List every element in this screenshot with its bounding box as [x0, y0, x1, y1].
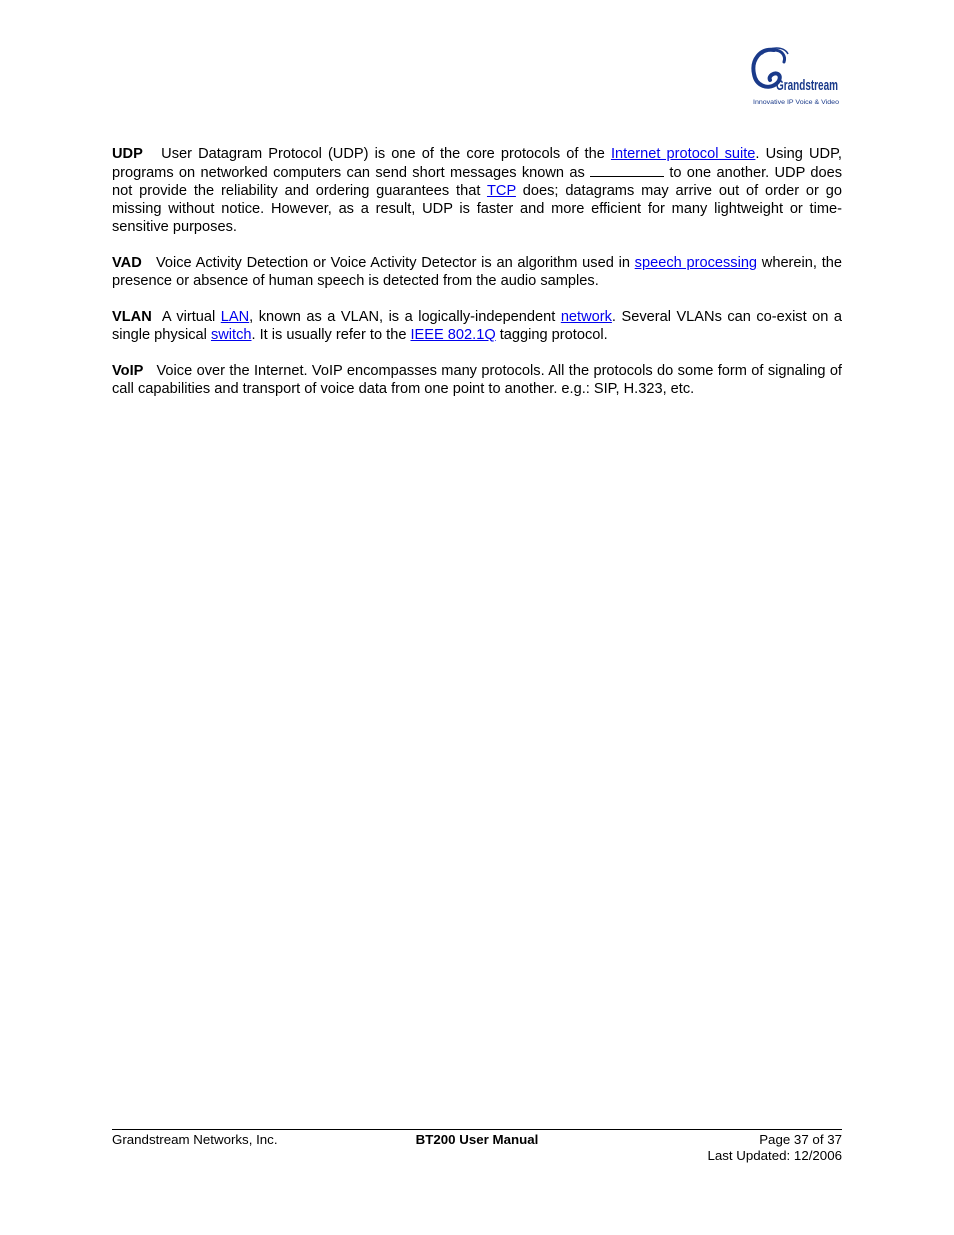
- link-network[interactable]: network: [560, 309, 612, 325]
- footer-company: Grandstream Networks, Inc.: [112, 1132, 278, 1147]
- link-ieee-802-1q[interactable]: IEEE 802.1Q: [410, 327, 496, 343]
- link-internet-protocol-suite[interactable]: Internet protocol suite: [610, 146, 756, 162]
- footer-page-number: Page 37 of 37: [759, 1132, 842, 1147]
- glossary-term: UDP: [112, 146, 143, 162]
- entry-text: . It is usually refer to the: [251, 327, 411, 343]
- blank-underline: [590, 163, 664, 177]
- entry-text: does; datagrams may arrive out of order or go missing without notice. However, as a result, UDP is faster and more efficient for many lightweight or time-sensitive purposes.: [112, 183, 842, 235]
- glossary-entry-vad: [112, 254, 842, 290]
- link-tcp[interactable]: TCP: [486, 183, 516, 199]
- entry-text: to one another. UDP does not provide the reliability and ordering guarantees that: [112, 165, 842, 199]
- logo-brand-text: Grandstream: [776, 77, 838, 94]
- link-switch[interactable]: switch: [210, 327, 252, 343]
- glossary-entry-udp: [112, 145, 842, 236]
- footer-manual-title: BT200 User Manual: [415, 1132, 539, 1147]
- entry-text: A virtual: [161, 309, 221, 325]
- entry-text: , known as a VLAN, is a logically-independent: [249, 309, 561, 325]
- entry-text: . Several VLANs can co-exist on a single physical: [112, 309, 842, 343]
- entry-text: User Datagram Protocol (UDP) is one of the core protocols of the: [161, 146, 611, 162]
- glossary-content: [112, 145, 842, 416]
- grandstream-logo: [748, 44, 844, 110]
- footer-last-updated: Last Updated: 12/2006: [707, 1148, 842, 1163]
- glossary-entry-vlan: [112, 308, 842, 344]
- link-speech-processing[interactable]: speech processing: [634, 255, 758, 271]
- entry-text: Voice over the Internet. VoIP encompasses many protocols. All the protocols do some form of signaling of call capabilities and transport of voice data from one point to another. e.g.: SIP, H.323, etc.: [112, 363, 842, 397]
- glossary-term: VLAN: [112, 309, 152, 325]
- glossary-term: VoIP: [112, 363, 144, 379]
- link-lan[interactable]: LAN: [220, 309, 250, 325]
- entry-text: Voice Activity Detection or Voice Activity Detector is an algorithm used in: [155, 255, 635, 271]
- glossary-term: VAD: [112, 255, 142, 271]
- footer-divider: [112, 1129, 842, 1130]
- entry-text: wherein, the presence or absence of human speech is detected from the audio samples.: [112, 255, 842, 289]
- grandstream-logo-graphic: [748, 44, 844, 110]
- glossary-entry-voip: [112, 362, 842, 398]
- footer-page-info: [707, 1132, 842, 1164]
- entry-text: tagging protocol.: [495, 327, 608, 343]
- logo-tagline-text: Innovative IP Voice & Video: [753, 99, 840, 106]
- entry-text: . Using UDP, programs on networked computers can send short messages known as: [112, 146, 842, 181]
